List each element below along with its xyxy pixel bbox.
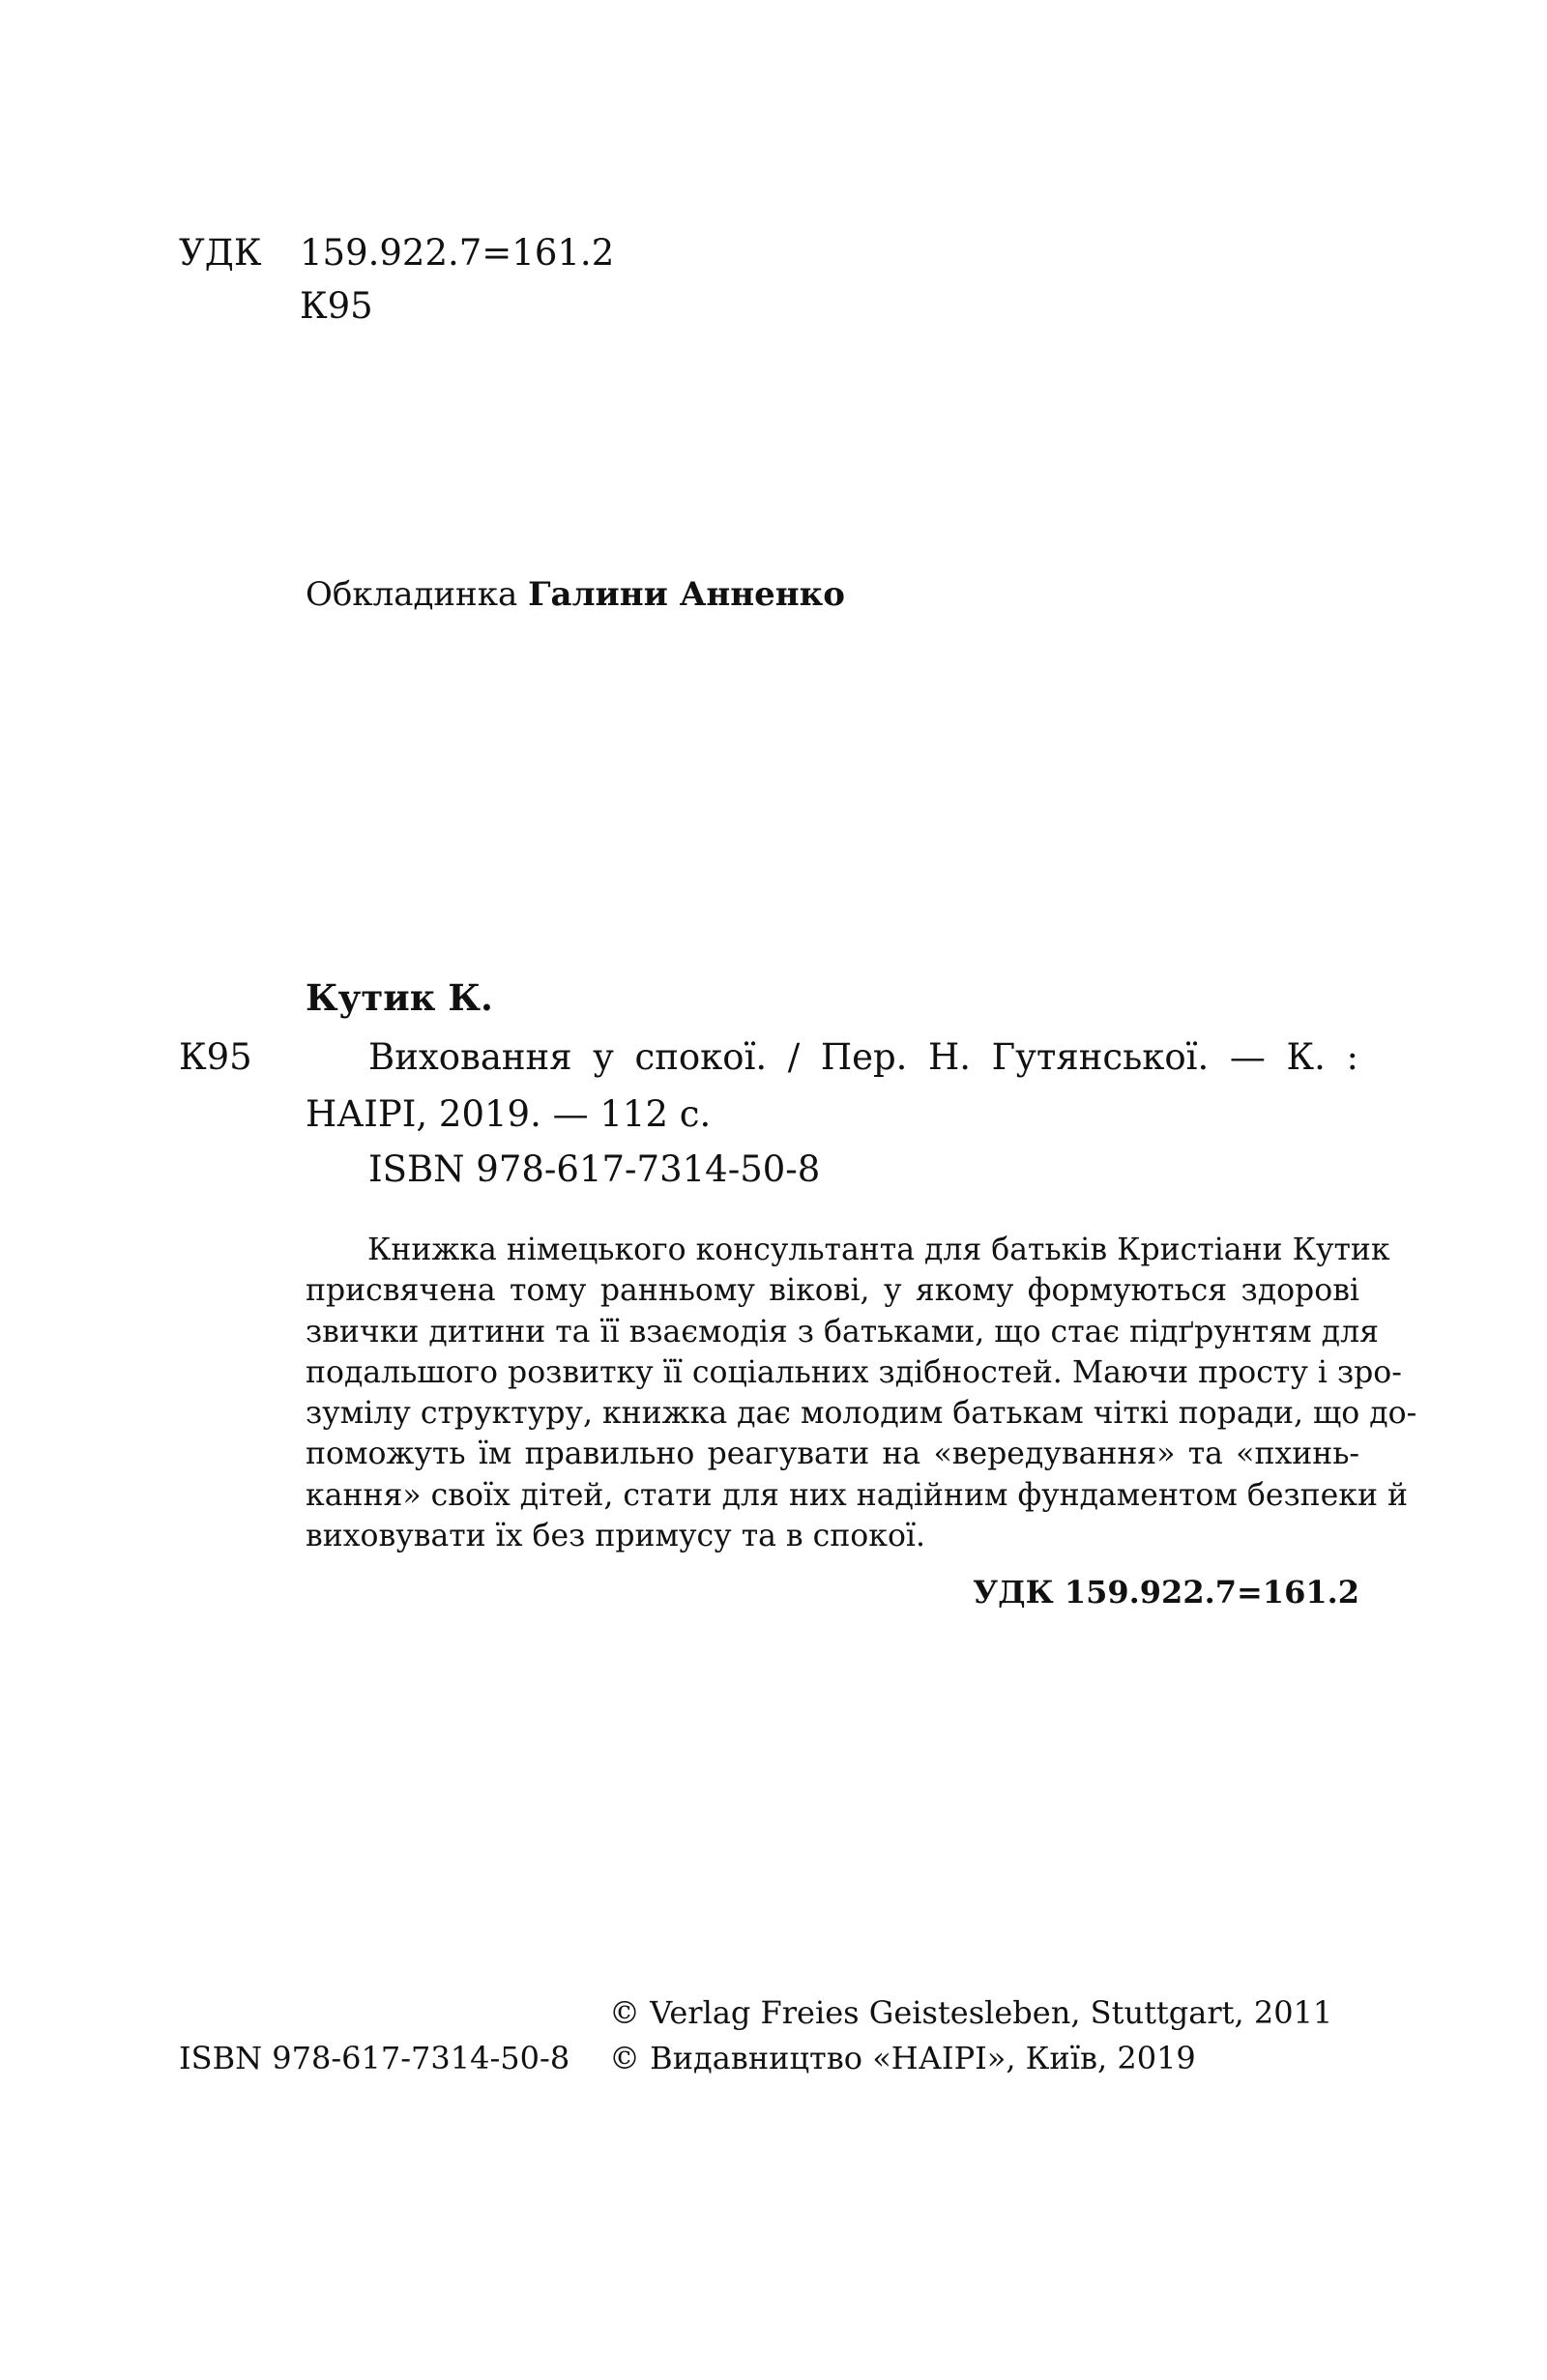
cover-credit xyxy=(306,575,845,614)
annotation-line: зумілу структуру, книжка дає молодим батькам чіткі поради, що до- xyxy=(306,1396,1417,1432)
title-word: Н. xyxy=(928,1036,972,1078)
record-title-line xyxy=(368,1036,1358,1078)
record-imprint: НАІРІ, 2019. — 112 с. xyxy=(306,1093,712,1135)
title-word: спокої. xyxy=(634,1036,768,1078)
title-word: — xyxy=(1229,1036,1266,1078)
copyright-original: © Verlag Freies Geistesleben, Stuttgart, 2011 xyxy=(609,1994,1333,2031)
annotation-line: присвячена тому ранньому вікові, у якому формуються здорові xyxy=(306,1273,1359,1309)
udc-code: 159.922.7=161.2 xyxy=(300,232,615,274)
annotation-line: виховувати їх без примусу та в спокої. xyxy=(306,1519,926,1554)
annotation-line: Книжка німецького консультанта для батьків Кристіани Кутик xyxy=(367,1233,1390,1267)
title-word: Виховання xyxy=(368,1036,572,1078)
cover-credit-prefix: Обкладинка xyxy=(306,575,518,614)
annotation xyxy=(306,1230,1417,1556)
copyright-publisher: © Видавництво «НАІРІ», Київ, 2019 xyxy=(609,2040,1196,2076)
title-word: у xyxy=(593,1036,614,1078)
copyright-isbn: ISBN 978-617-7314-50-8 xyxy=(179,2040,570,2076)
annotation-udc: УДК 159.922.7=161.2 xyxy=(973,1574,1359,1611)
title-word: К. xyxy=(1286,1036,1326,1078)
author-sign: К95 xyxy=(300,285,373,327)
record-isbn: ISBN 978-617-7314-50-8 xyxy=(368,1148,821,1190)
udc-label: УДК xyxy=(179,232,262,274)
annotation-line: звички дитини та її взаємодія з батьками, що стає підґрунтям для xyxy=(306,1314,1379,1350)
cover-artist: Галини Анненко xyxy=(528,575,845,614)
title-word: Гутянської. xyxy=(991,1036,1210,1078)
annotation-line: кання» своїх дітей, стати для них надійним фундаментом безпеки й xyxy=(306,1477,1408,1513)
annotation-line: поможуть їм правильно реагувати на «вередування» та «пхинь- xyxy=(306,1437,1359,1472)
record-author: Кутик К. xyxy=(306,976,493,1019)
annotation-line: подальшого розвитку її соціальних здібностей. Маючи просту і зро- xyxy=(306,1354,1402,1390)
title-word: : xyxy=(1346,1036,1358,1078)
title-word: Пер. xyxy=(820,1036,908,1078)
title-word: / xyxy=(787,1036,801,1078)
record-author-sign: К95 xyxy=(179,1036,252,1078)
